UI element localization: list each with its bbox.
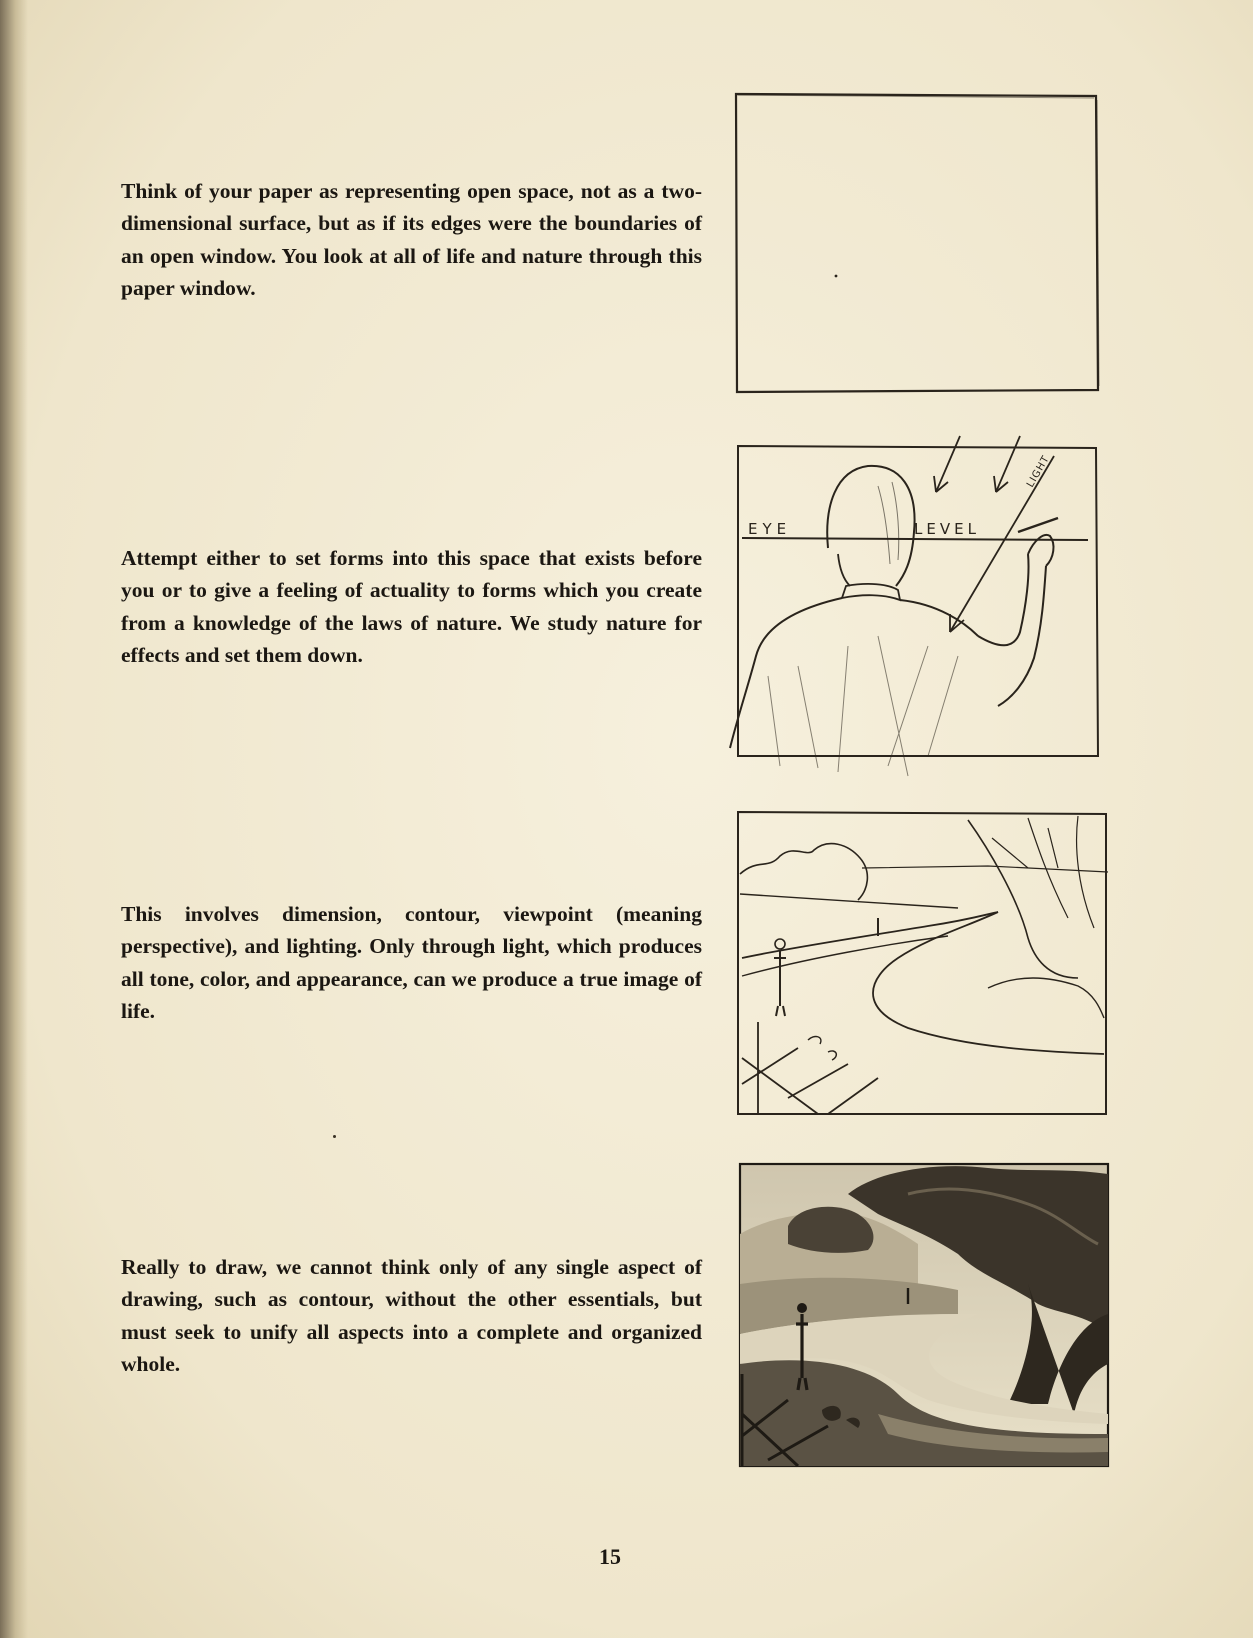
figure-toned-landscape (728, 1164, 1110, 1470)
page-number: 15 (599, 1544, 621, 1569)
figure-empty-window (728, 90, 1110, 400)
figure-eye-level-sketch (728, 436, 1110, 788)
paragraph-set-forms: Attempt either to set forms into this space that exists before you or to give a feeling of actuality to forms which you create from a knowledge of the laws of nature. We study nature for effects and set them down. (121, 545, 702, 667)
eye-label: EYE (748, 520, 792, 538)
light-label: LIGHT (1025, 453, 1053, 490)
paragraph-paper-window: Think of your paper as representing open space, not as a two-dimensional surface, but as if its edges were the boundaries of an open window. You look at all of life and nature through this paper window. (121, 178, 702, 300)
bleed-through-header (440, 78, 740, 100)
paragraph-unify-aspects: Really to draw, we cannot think only of any single aspect of drawing, such as contour, without the other essentials, but must seek to unify all aspects into a complete and organized whole. (121, 1254, 702, 1376)
paragraph-dimension-lighting: This involves dimension, contour, viewpoint (meaning perspective), and lighting. Only through light, which produces all tone, color, and appearance, can we produce a true image of life. (121, 901, 702, 1023)
level-label: LEVEL (914, 520, 980, 538)
binding-shadow (0, 0, 28, 1638)
ink-speck (333, 1135, 336, 1138)
figure-contour-landscape (728, 808, 1110, 1122)
